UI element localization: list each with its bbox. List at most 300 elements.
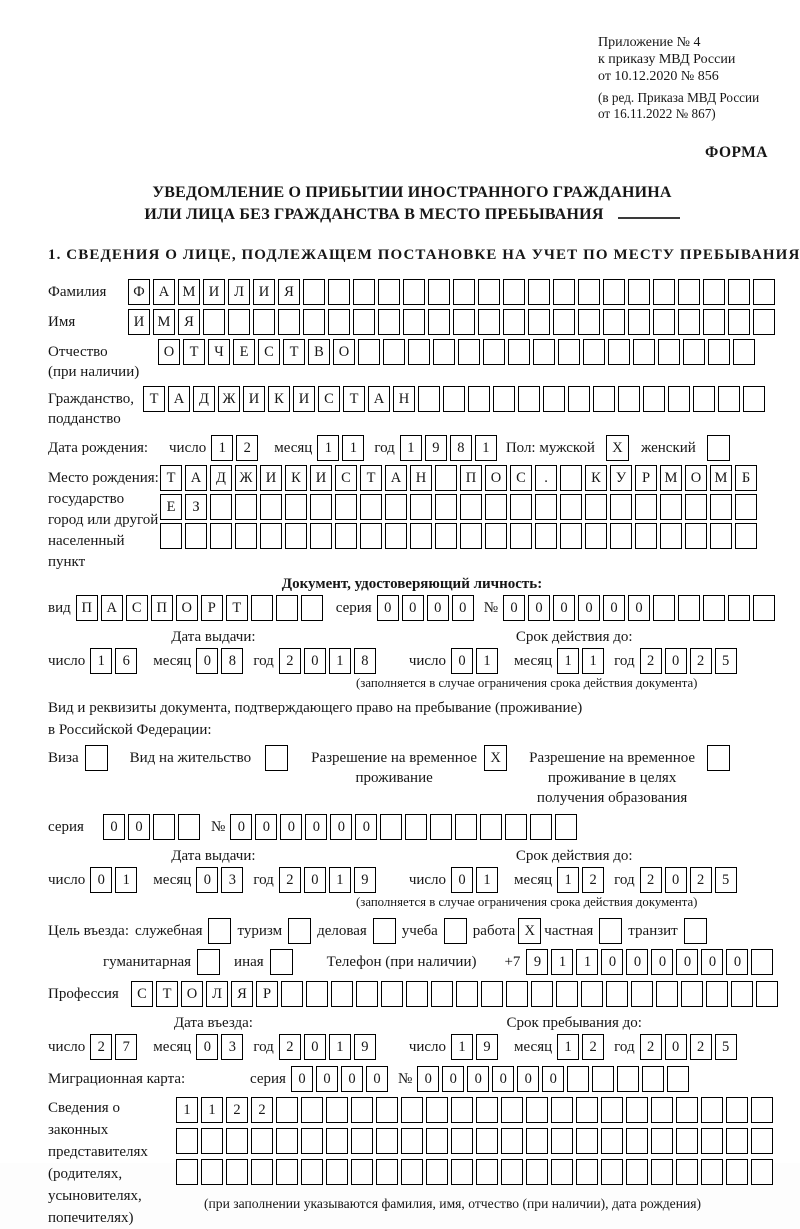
char-cell[interactable] [431,981,453,1007]
char-cell[interactable]: О [181,981,203,1007]
char-cell[interactable] [568,386,590,412]
char-cell[interactable] [560,494,582,520]
char-cell[interactable]: И [128,309,150,335]
char-cell[interactable] [756,981,778,1007]
char-cell[interactable]: 2 [690,648,712,674]
char-cell[interactable]: 8 [450,435,472,461]
char-cell[interactable] [201,1128,223,1154]
char-cell[interactable]: 1 [329,867,351,893]
char-cell[interactable] [533,339,555,365]
char-cell[interactable]: 2 [582,1034,604,1060]
char-cell[interactable]: К [268,386,290,412]
char-cell[interactable]: 0 [665,867,687,893]
char-cell[interactable]: 1 [201,1097,223,1123]
char-cell[interactable]: И [203,279,225,305]
char-cell[interactable] [385,494,407,520]
char-cell[interactable]: 2 [251,1097,273,1123]
char-cell[interactable] [485,494,507,520]
char-cell[interactable]: 0 [330,814,352,840]
char-cell[interactable] [726,1128,748,1154]
char-cell[interactable]: 5 [715,1034,737,1060]
char-cell[interactable] [651,1128,673,1154]
char-cell[interactable]: 1 [551,949,573,975]
char-cell[interactable] [728,279,750,305]
char-cell[interactable]: 7 [115,1034,137,1060]
char-cell[interactable]: 2 [279,1034,301,1060]
char-cell[interactable]: Л [228,279,250,305]
char-cell[interactable] [260,494,282,520]
char-cell[interactable]: 1 [176,1097,198,1123]
char-cell[interactable]: 1 [115,867,137,893]
char-cell[interactable] [501,1097,523,1123]
char-cell[interactable]: 1 [90,648,112,674]
char-cell[interactable] [530,814,552,840]
char-cell[interactable]: 2 [690,1034,712,1060]
char-cell[interactable] [667,1066,689,1092]
char-cell[interactable]: 0 [255,814,277,840]
char-cell[interactable] [753,595,775,621]
char-cell[interactable] [653,595,675,621]
char-cell[interactable] [353,279,375,305]
residence-permit-checkbox[interactable] [265,745,288,771]
char-cell[interactable]: 0 [196,648,218,674]
char-cell[interactable]: 2 [226,1097,248,1123]
char-cell[interactable] [531,981,553,1007]
char-cell[interactable] [443,386,465,412]
char-cell[interactable]: 0 [280,814,302,840]
char-cell[interactable]: К [285,465,307,491]
char-cell[interactable] [328,309,350,335]
char-cell[interactable] [335,523,357,549]
char-cell[interactable] [576,1097,598,1123]
char-cell[interactable] [493,386,515,412]
char-cell[interactable] [160,523,182,549]
char-cell[interactable]: М [660,465,682,491]
char-cell[interactable]: 1 [317,435,339,461]
char-cell[interactable]: О [158,339,180,365]
char-cell[interactable]: Я [278,279,300,305]
char-cell[interactable] [428,309,450,335]
char-cell[interactable]: 0 [128,814,150,840]
char-cell[interactable] [458,339,480,365]
char-cell[interactable] [460,494,482,520]
char-cell[interactable]: С [335,465,357,491]
char-cell[interactable] [353,309,375,335]
char-cell[interactable]: М [178,279,200,305]
char-cell[interactable] [553,309,575,335]
char-cell[interactable]: 1 [476,648,498,674]
char-cell[interactable] [528,309,550,335]
char-cell[interactable] [260,523,282,549]
char-cell[interactable]: Б [735,465,757,491]
char-cell[interactable] [506,981,528,1007]
char-cell[interactable] [285,494,307,520]
char-cell[interactable] [253,309,275,335]
char-cell[interactable] [583,339,605,365]
char-cell[interactable] [306,981,328,1007]
purpose-official-checkbox[interactable] [208,918,231,944]
char-cell[interactable]: 9 [476,1034,498,1060]
char-cell[interactable]: 2 [640,648,662,674]
char-cell[interactable]: И [293,386,315,412]
char-cell[interactable] [178,814,200,840]
char-cell[interactable] [703,309,725,335]
char-cell[interactable]: Т [183,339,205,365]
char-cell[interactable] [635,523,657,549]
char-cell[interactable] [553,279,575,305]
char-cell[interactable]: 0 [492,1066,514,1092]
char-cell[interactable] [518,386,540,412]
char-cell[interactable] [435,523,457,549]
char-cell[interactable] [643,386,665,412]
char-cell[interactable] [735,494,757,520]
char-cell[interactable]: 0 [402,595,424,621]
char-cell[interactable] [578,309,600,335]
purpose-transit-checkbox[interactable] [684,918,707,944]
char-cell[interactable] [228,309,250,335]
char-cell[interactable]: О [176,595,198,621]
char-cell[interactable] [276,1128,298,1154]
char-cell[interactable] [678,279,700,305]
char-cell[interactable] [235,523,257,549]
char-cell[interactable]: 2 [582,867,604,893]
char-cell[interactable]: 0 [528,595,550,621]
char-cell[interactable]: Ф [128,279,150,305]
char-cell[interactable] [476,1097,498,1123]
char-cell[interactable]: 0 [341,1066,363,1092]
char-cell[interactable] [751,949,773,975]
char-cell[interactable] [642,1066,664,1092]
char-cell[interactable] [610,494,632,520]
char-cell[interactable]: Т [156,981,178,1007]
char-cell[interactable]: 0 [517,1066,539,1092]
char-cell[interactable] [251,595,273,621]
char-cell[interactable]: 2 [279,867,301,893]
char-cell[interactable]: П [76,595,98,621]
char-cell[interactable] [503,309,525,335]
char-cell[interactable]: 2 [640,1034,662,1060]
char-cell[interactable] [710,523,732,549]
purpose-work-checkbox[interactable]: X [518,918,541,944]
char-cell[interactable] [153,814,175,840]
char-cell[interactable] [401,1128,423,1154]
char-cell[interactable] [581,981,603,1007]
char-cell[interactable] [710,494,732,520]
char-cell[interactable] [210,494,232,520]
char-cell[interactable] [435,465,457,491]
char-cell[interactable] [567,1066,589,1092]
char-cell[interactable]: С [126,595,148,621]
char-cell[interactable] [356,981,378,1007]
char-cell[interactable] [633,339,655,365]
char-cell[interactable]: О [333,339,355,365]
char-cell[interactable]: 0 [366,1066,388,1092]
char-cell[interactable] [718,386,740,412]
char-cell[interactable] [618,386,640,412]
char-cell[interactable]: 1 [211,435,233,461]
char-cell[interactable]: 0 [417,1066,439,1092]
char-cell[interactable]: 1 [475,435,497,461]
char-cell[interactable]: 0 [305,814,327,840]
char-cell[interactable] [678,595,700,621]
char-cell[interactable] [485,523,507,549]
char-cell[interactable]: 0 [304,648,326,674]
char-cell[interactable] [433,339,455,365]
char-cell[interactable] [585,494,607,520]
char-cell[interactable]: 0 [503,595,525,621]
char-cell[interactable]: 0 [542,1066,564,1092]
char-cell[interactable] [456,981,478,1007]
char-cell[interactable] [381,981,403,1007]
char-cell[interactable]: 9 [354,867,376,893]
char-cell[interactable] [592,1066,614,1092]
char-cell[interactable] [585,523,607,549]
char-cell[interactable] [708,339,730,365]
char-cell[interactable] [358,339,380,365]
char-cell[interactable] [658,339,680,365]
char-cell[interactable] [351,1097,373,1123]
char-cell[interactable]: Т [143,386,165,412]
char-cell[interactable] [251,1128,273,1154]
char-cell[interactable]: 0 [291,1066,313,1092]
char-cell[interactable]: С [318,386,340,412]
char-cell[interactable] [681,981,703,1007]
char-cell[interactable] [410,494,432,520]
char-cell[interactable]: Р [635,465,657,491]
char-cell[interactable]: А [185,465,207,491]
char-cell[interactable]: 8 [354,648,376,674]
char-cell[interactable] [301,1097,323,1123]
char-cell[interactable]: Н [410,465,432,491]
char-cell[interactable] [378,279,400,305]
char-cell[interactable]: 0 [701,949,723,975]
char-cell[interactable]: К [585,465,607,491]
char-cell[interactable] [660,523,682,549]
char-cell[interactable]: 0 [316,1066,338,1092]
char-cell[interactable] [735,523,757,549]
char-cell[interactable] [631,981,653,1007]
char-cell[interactable] [685,494,707,520]
char-cell[interactable]: 1 [557,648,579,674]
char-cell[interactable]: 1 [557,1034,579,1060]
char-cell[interactable] [483,339,505,365]
char-cell[interactable]: Е [233,339,255,365]
char-cell[interactable] [408,339,430,365]
char-cell[interactable] [326,1128,348,1154]
char-cell[interactable] [278,309,300,335]
char-cell[interactable] [656,981,678,1007]
char-cell[interactable] [676,1128,698,1154]
char-cell[interactable]: И [243,386,265,412]
char-cell[interactable]: Ч [208,339,230,365]
char-cell[interactable]: 0 [230,814,252,840]
char-cell[interactable] [451,1097,473,1123]
char-cell[interactable]: З [185,494,207,520]
char-cell[interactable]: 0 [196,1034,218,1060]
char-cell[interactable] [635,494,657,520]
char-cell[interactable] [526,1128,548,1154]
char-cell[interactable]: 1 [476,867,498,893]
char-cell[interactable] [378,309,400,335]
char-cell[interactable]: 0 [665,1034,687,1060]
char-cell[interactable] [428,279,450,305]
char-cell[interactable]: А [385,465,407,491]
purpose-study-checkbox[interactable] [444,918,467,944]
char-cell[interactable]: Н [393,386,415,412]
char-cell[interactable] [606,981,628,1007]
char-cell[interactable]: 0 [676,949,698,975]
char-cell[interactable] [501,1128,523,1154]
char-cell[interactable] [185,523,207,549]
char-cell[interactable] [651,1097,673,1123]
char-cell[interactable]: 0 [553,595,575,621]
char-cell[interactable]: 0 [304,1034,326,1060]
char-cell[interactable] [335,494,357,520]
char-cell[interactable] [481,981,503,1007]
char-cell[interactable] [628,279,650,305]
char-cell[interactable] [753,309,775,335]
char-cell[interactable] [576,1128,598,1154]
char-cell[interactable] [560,465,582,491]
visa-checkbox[interactable] [85,745,108,771]
char-cell[interactable]: П [151,595,173,621]
char-cell[interactable] [653,279,675,305]
char-cell[interactable]: Т [226,595,248,621]
char-cell[interactable] [453,279,475,305]
char-cell[interactable]: Т [360,465,382,491]
char-cell[interactable] [403,309,425,335]
char-cell[interactable]: А [168,386,190,412]
char-cell[interactable] [235,494,257,520]
char-cell[interactable]: У [610,465,632,491]
char-cell[interactable] [601,1097,623,1123]
char-cell[interactable]: 2 [640,867,662,893]
char-cell[interactable] [406,981,428,1007]
char-cell[interactable]: 3 [221,867,243,893]
char-cell[interactable] [668,386,690,412]
char-cell[interactable]: Т [343,386,365,412]
char-cell[interactable]: 0 [603,595,625,621]
char-cell[interactable] [210,523,232,549]
char-cell[interactable]: 1 [582,648,604,674]
char-cell[interactable]: 2 [690,867,712,893]
char-cell[interactable]: С [131,981,153,1007]
char-cell[interactable]: 0 [304,867,326,893]
char-cell[interactable] [351,1128,373,1154]
char-cell[interactable] [558,339,580,365]
char-cell[interactable]: И [310,465,332,491]
char-cell[interactable]: 0 [665,648,687,674]
sex-female-checkbox[interactable] [707,435,730,461]
char-cell[interactable]: 0 [628,595,650,621]
temp-permit-checkbox[interactable]: X [484,745,507,771]
char-cell[interactable] [693,386,715,412]
char-cell[interactable] [653,309,675,335]
char-cell[interactable] [685,523,707,549]
edu-permit-checkbox[interactable] [707,745,730,771]
char-cell[interactable]: 3 [221,1034,243,1060]
char-cell[interactable] [603,279,625,305]
char-cell[interactable] [331,981,353,1007]
char-cell[interactable] [551,1097,573,1123]
char-cell[interactable] [578,279,600,305]
sex-male-checkbox[interactable]: X [606,435,629,461]
char-cell[interactable]: 9 [354,1034,376,1060]
char-cell[interactable]: 1 [329,648,351,674]
char-cell[interactable] [226,1128,248,1154]
char-cell[interactable]: И [260,465,282,491]
char-cell[interactable] [326,1097,348,1123]
char-cell[interactable] [303,309,325,335]
char-cell[interactable]: О [685,465,707,491]
char-cell[interactable] [510,523,532,549]
char-cell[interactable]: 1 [451,1034,473,1060]
char-cell[interactable] [301,1128,323,1154]
char-cell[interactable] [701,1128,723,1154]
purpose-private-checkbox[interactable] [599,918,622,944]
char-cell[interactable] [453,309,475,335]
char-cell[interactable] [508,339,530,365]
char-cell[interactable] [460,523,482,549]
char-cell[interactable]: . [535,465,557,491]
char-cell[interactable]: О [485,465,507,491]
char-cell[interactable] [731,981,753,1007]
char-cell[interactable]: 2 [279,648,301,674]
char-cell[interactable] [535,523,557,549]
char-cell[interactable]: 0 [467,1066,489,1092]
char-cell[interactable] [478,279,500,305]
char-cell[interactable] [203,309,225,335]
char-cell[interactable]: Я [178,309,200,335]
char-cell[interactable] [753,279,775,305]
char-cell[interactable]: Р [201,595,223,621]
char-cell[interactable] [360,523,382,549]
char-cell[interactable] [678,309,700,335]
char-cell[interactable]: 1 [342,435,364,461]
char-cell[interactable]: 9 [526,949,548,975]
char-cell[interactable]: 0 [196,867,218,893]
char-cell[interactable] [478,309,500,335]
char-cell[interactable] [726,1097,748,1123]
char-cell[interactable]: 0 [103,814,125,840]
char-cell[interactable] [743,386,765,412]
char-cell[interactable]: 5 [715,648,737,674]
char-cell[interactable]: Р [256,981,278,1007]
char-cell[interactable] [451,1128,473,1154]
char-cell[interactable]: Л [206,981,228,1007]
char-cell[interactable] [535,494,557,520]
char-cell[interactable]: 0 [726,949,748,975]
char-cell[interactable] [285,523,307,549]
char-cell[interactable]: 0 [90,867,112,893]
char-cell[interactable] [728,309,750,335]
char-cell[interactable] [418,386,440,412]
char-cell[interactable] [276,1097,298,1123]
char-cell[interactable] [383,339,405,365]
char-cell[interactable] [310,494,332,520]
char-cell[interactable] [435,494,457,520]
char-cell[interactable] [301,595,323,621]
char-cell[interactable]: С [258,339,280,365]
char-cell[interactable] [603,309,625,335]
char-cell[interactable]: М [153,309,175,335]
purpose-humanitarian-checkbox[interactable] [197,949,220,975]
char-cell[interactable]: 0 [651,949,673,975]
char-cell[interactable] [703,279,725,305]
char-cell[interactable]: 1 [576,949,598,975]
char-cell[interactable] [610,523,632,549]
char-cell[interactable]: 9 [425,435,447,461]
